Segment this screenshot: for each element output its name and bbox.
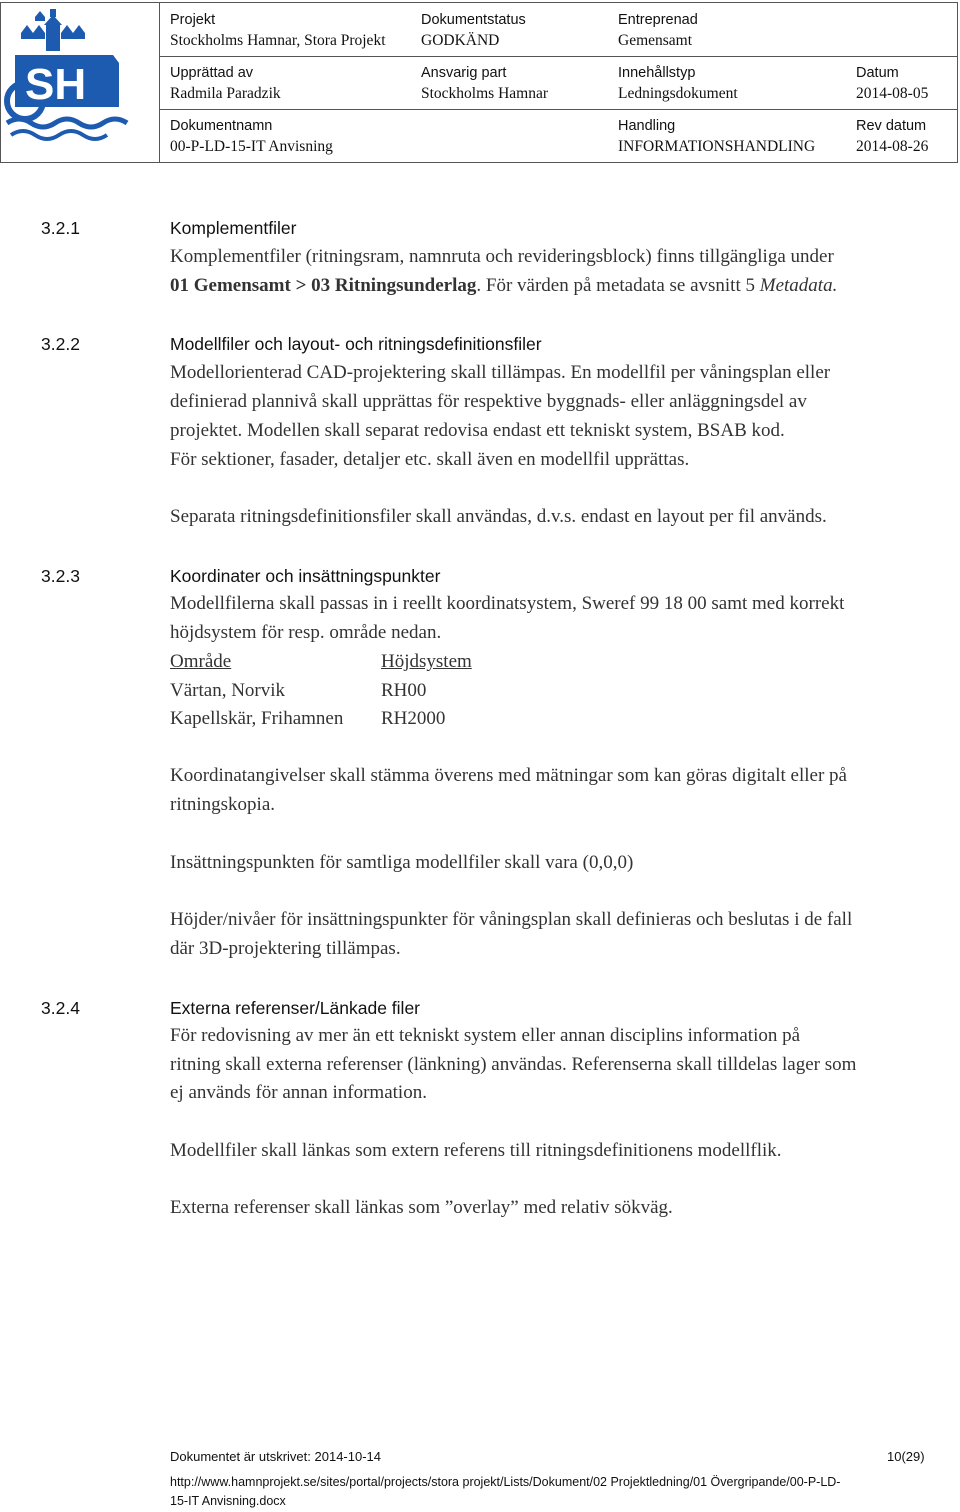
- section-title: Externa referenser/Länkade filer: [170, 998, 420, 1018]
- label-upprattad-av: Upprättad av: [170, 65, 254, 81]
- paragraph-line: där 3D-projektering tillämpas.: [170, 938, 401, 959]
- paragraph-line: Separata ritningsdefinitionsfiler skall användas, d.v.s. endast en layout per fil används.: [170, 506, 827, 527]
- value-ansvarig-part: Stockholms Hamnar: [421, 85, 548, 102]
- stockholms-hamnar-logo: [1, 3, 159, 162]
- section-number: 3.2.4: [41, 998, 80, 1018]
- paragraph-line: Modellfiler skall länkas som extern referens till ritningsdefinitionens modellflik.: [170, 1140, 782, 1161]
- value-handling: INFORMATIONSHANDLING: [618, 138, 816, 155]
- header-cell-ansvarig-part: [411, 56, 608, 109]
- bold-path: 01 Gemensamt > 03 Ritningsunderlag: [170, 275, 477, 296]
- value-upprattad-av: Radmila Paradzik: [170, 85, 281, 102]
- header-cell-handling: [608, 109, 846, 162]
- header-cell-datum: [846, 56, 957, 109]
- section-number: 3.2.1: [41, 218, 80, 238]
- label-ansvarig-part: Ansvarig part: [421, 65, 507, 81]
- paragraph-line: ritningskopia.: [170, 794, 276, 815]
- table-cell: Värtan, Norvik: [170, 680, 286, 701]
- table-cell: RH00: [381, 680, 427, 701]
- italic-ref: Metadata.: [759, 275, 838, 296]
- label-handling: Handling: [618, 118, 676, 134]
- paragraph-line: Komplementfiler (ritningsram, namnruta och revideringsblock) finns tillgängliga under: [170, 246, 834, 267]
- paragraph-line: definierad plannivå skall upprättas för respektive byggnads- eller anläggningsdel av: [170, 391, 807, 412]
- header-cell-rev-datum: [846, 109, 957, 162]
- logo-text: SH: [25, 60, 87, 109]
- printed-date: Dokumentet är utskrivet: 2014-10-14: [170, 1449, 381, 1464]
- value-dokumentstatus: GODKÄND: [421, 32, 500, 49]
- paragraph-line: För sektioner, fasader, detaljer etc. skall även en modellfil upprättas.: [170, 449, 690, 470]
- text-run: . För värden på metadata se avsnitt 5: [476, 275, 760, 296]
- label-innehallstyp: Innehållstyp: [618, 65, 696, 81]
- paragraph-line: projektet. Modellen skall separat redovisa endast ett tekniskt system, BSAB kod.: [170, 420, 785, 441]
- section-number: 3.2.3: [41, 566, 80, 586]
- label-entreprenad: Entreprenad: [618, 12, 698, 28]
- paragraph-line: För redovisning av mer än ett tekniskt system eller annan disciplins information på: [170, 1025, 801, 1046]
- table-cell: Kapellskär, Frihamnen: [170, 708, 344, 729]
- paragraph-line: Modellorienterad CAD-projektering skall tillämpas. En modellfil per våningsplan eller: [170, 362, 831, 383]
- header-cell-dokumentnamn: [160, 109, 608, 162]
- header-cell-projekt: [160, 3, 411, 56]
- header-cell-upprattad-av: [160, 56, 411, 109]
- paragraph-line: Modellfilerna skall passas in i reellt koordinatsystem, Sweref 99 18 00 samt med korrekt: [170, 593, 845, 614]
- section-number: 3.2.2: [41, 334, 80, 354]
- header-row-1: [160, 3, 957, 57]
- page-number: 10(29): [887, 1449, 925, 1464]
- label-datum: Datum: [856, 65, 899, 81]
- header-cell-innehallstyp: [608, 56, 846, 109]
- paragraph-line: Höjder/nivåer för insättningspunkter för våningsplan skall definieras och beslutas i de fall: [170, 909, 853, 930]
- header-row-3: [160, 109, 957, 162]
- paragraph-line: Externa referenser skall länkas som ”overlay” med relativ sökväg.: [170, 1197, 673, 1218]
- section-title: Koordinater och insättningspunkter: [170, 566, 441, 586]
- document-header: [0, 2, 958, 163]
- paragraph-line: Koordinatangivelser skall stämma överens med mätningar som kan göras digitalt eller på: [170, 765, 847, 786]
- paragraph-line: Insättningspunkten för samtliga modellfiler skall vara (0,0,0): [170, 852, 634, 873]
- table-cell: RH2000: [381, 708, 446, 729]
- header-cell-entreprenad: [608, 3, 957, 56]
- table-header-omrade: Område: [170, 651, 232, 672]
- label-rev-datum: Rev datum: [856, 118, 927, 134]
- header-cell-dokumentstatus: [411, 3, 608, 56]
- header-row-2: [160, 56, 957, 110]
- value-projekt: Stockholms Hamnar, Stora Projekt: [170, 32, 386, 49]
- value-datum: 2014-08-05: [856, 85, 929, 102]
- section-title: Komplementfiler: [170, 218, 297, 238]
- paragraph-line: ej används för annan information.: [170, 1082, 427, 1103]
- table-header-hojdsystem: Höjdsystem: [381, 651, 472, 672]
- label-dokumentnamn: Dokumentnamn: [170, 118, 273, 134]
- document-url[interactable]: http://www.hamnprojekt.se/sites/portal/projects/stora projekt/Lists/Dokument/02 Projektledning/01 Övergripande/00-P-LD-: [170, 1475, 841, 1489]
- value-entreprenad: Gemensamt: [618, 32, 693, 49]
- document-url-continued[interactable]: 15-IT Anvisning.docx: [170, 1494, 286, 1508]
- value-rev-datum: 2014-08-26: [856, 138, 929, 155]
- section-title: Modellfiler och layout- och ritningsdefinitionsfiler: [170, 334, 542, 354]
- label-projekt: Projekt: [170, 12, 216, 28]
- paragraph-line: [170, 271, 837, 300]
- value-innehallstyp: Ledningsdokument: [618, 85, 738, 102]
- paragraph-line: höjdsystem för resp. område nedan.: [170, 622, 442, 643]
- logo-cell: [1, 3, 160, 162]
- label-dokumentstatus: Dokumentstatus: [421, 12, 526, 28]
- value-dokumentnamn: 00-P-LD-15-IT Anvisning: [170, 138, 333, 155]
- paragraph-line: ritning skall externa referenser (länkning) användas. Referenserna skall tilldelas lager som: [170, 1054, 857, 1075]
